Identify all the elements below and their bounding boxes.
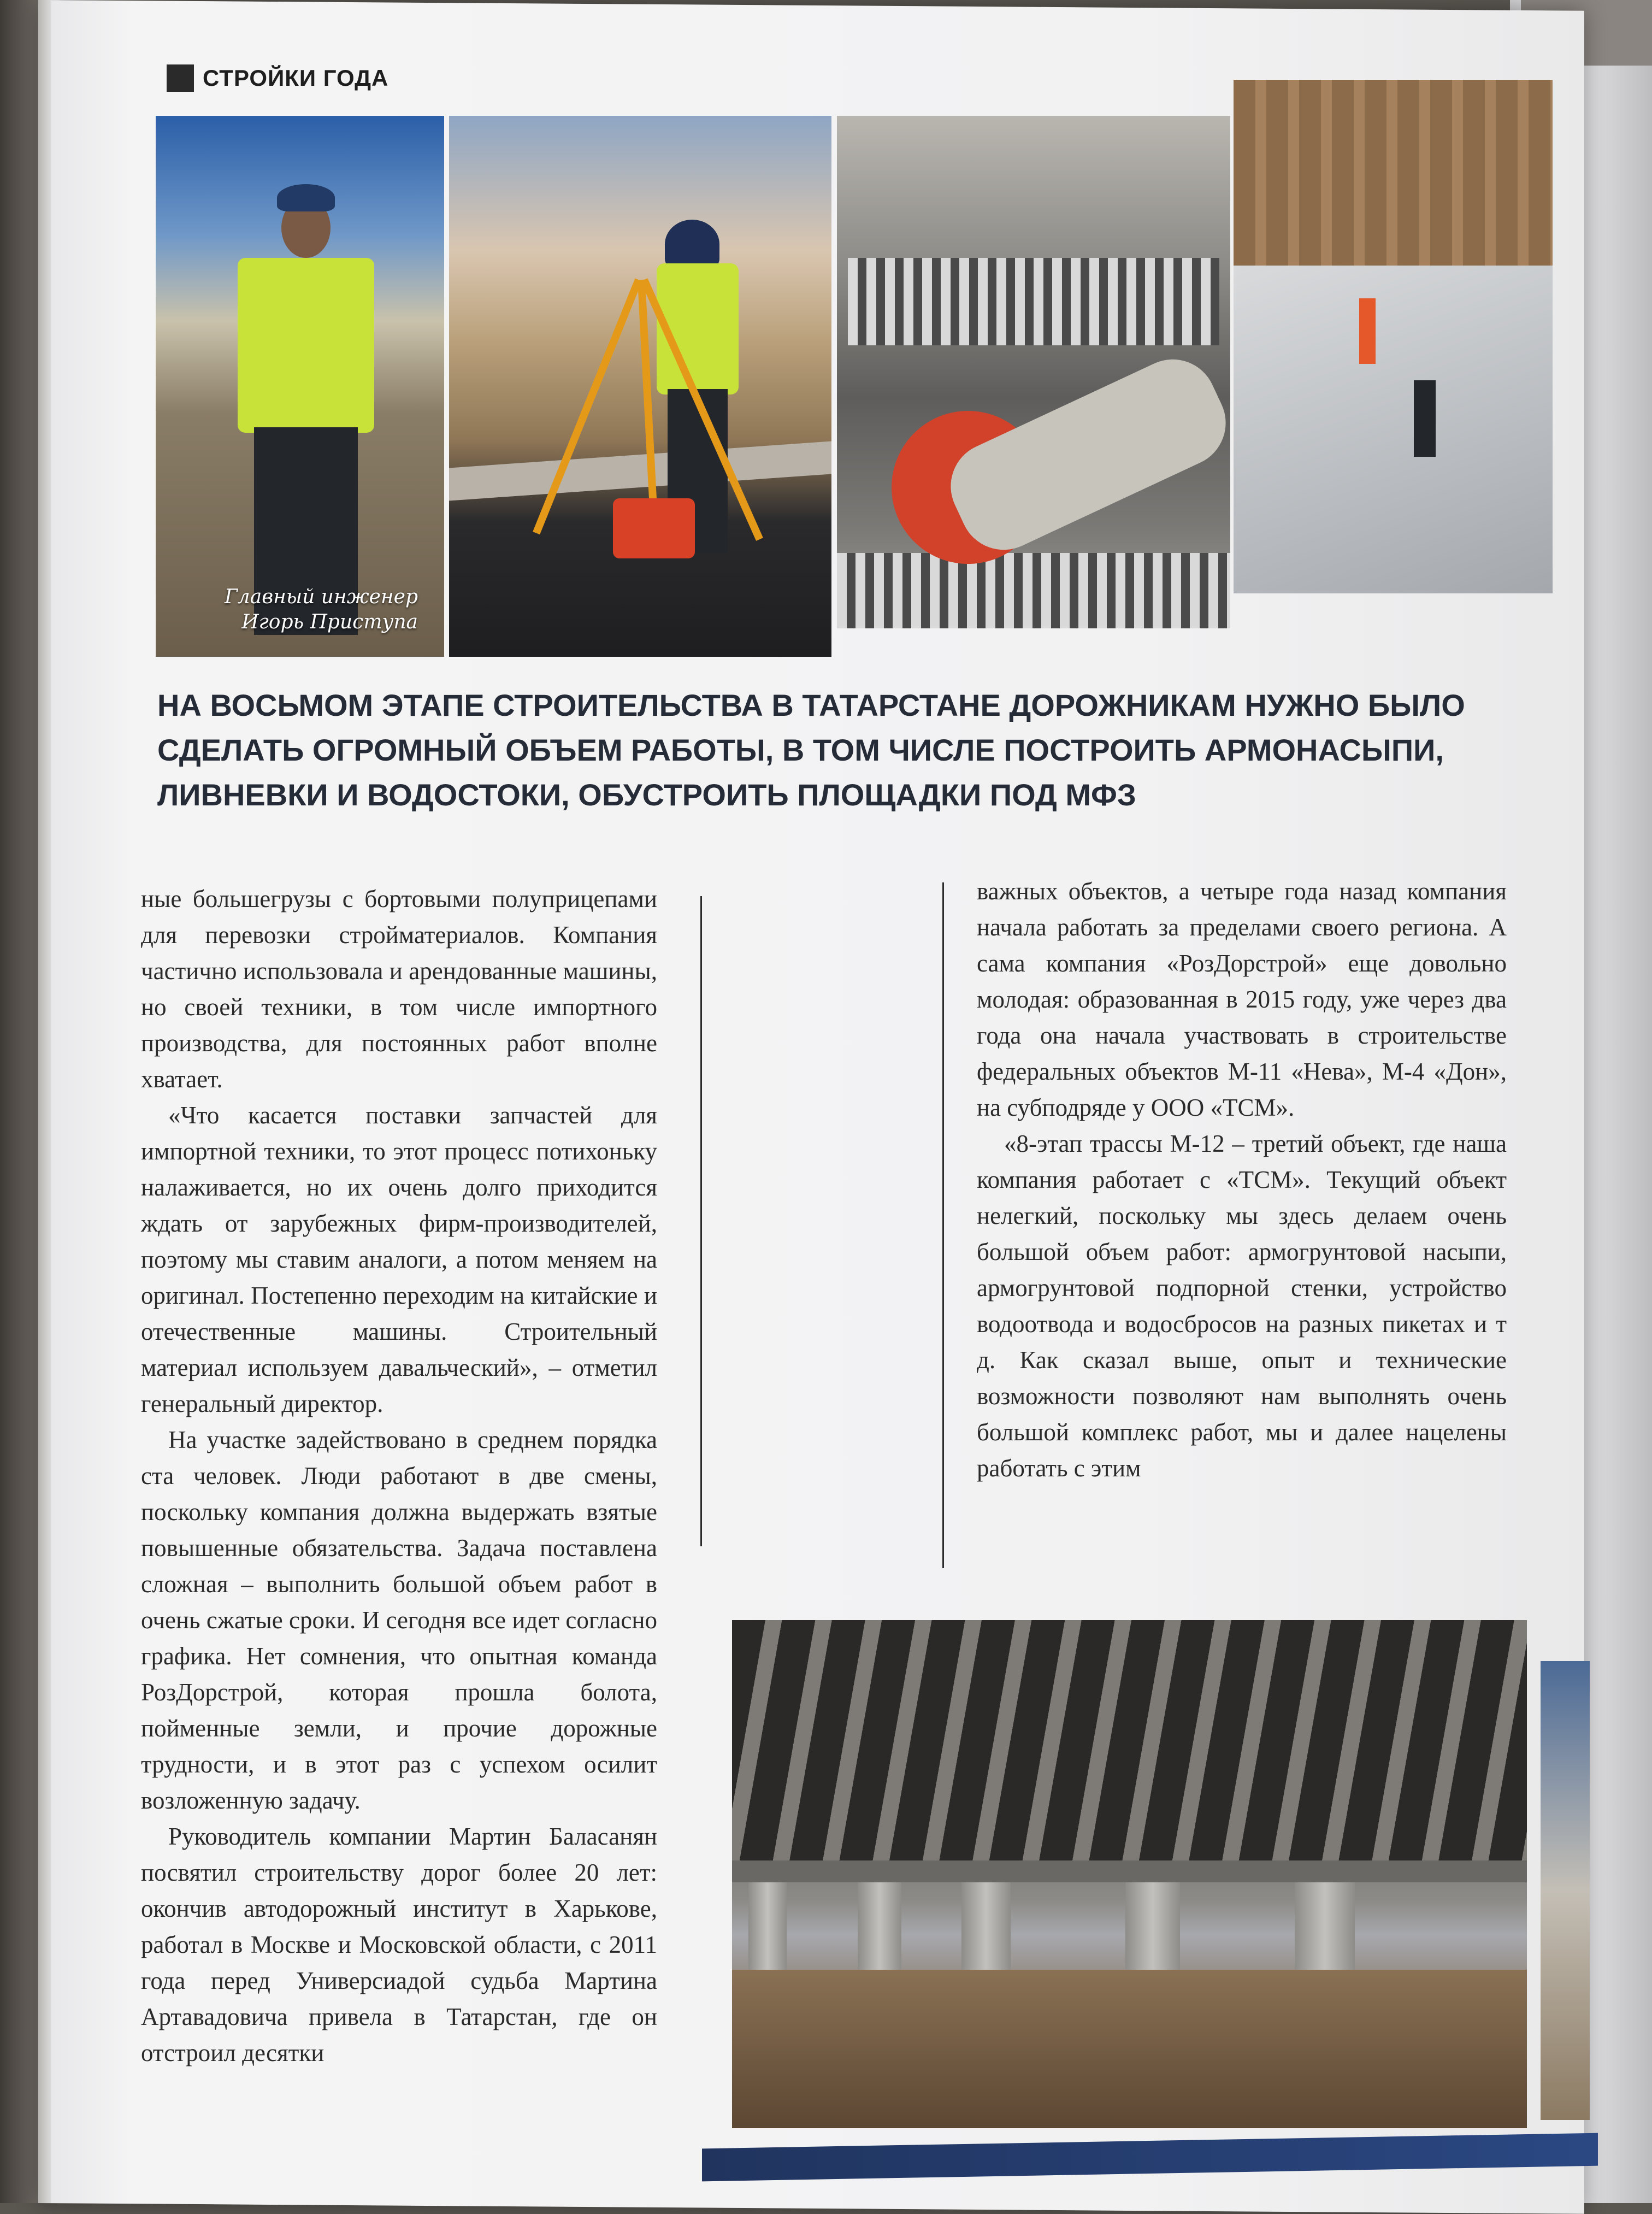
paragraph: важных объектов, а четыре года назад компания начала работать за пределами своего региона. А сама компания «РозДорстрой» еще довольно молодая: образованная в 2015 году, уже через два года она начала участвовать в строительстве федеральных объектов М-11 «Нева», М-4 «Дон», на субподряде у ООО «ТСМ». [977,878,1507,1121]
paragraph: Руководитель компании Мартин Баласанян посвятил строительству дорог более 20 лет: окончив автодорожный институт в Харькове, работал в Москве и Московской области, с 2011 года перед Универсиадой судьба Мартина Артавадовича привела в Татарстан, где он отстроил десятки [141,1823,657,2066]
photo-surveyor [449,116,831,657]
photo-bridge-underside [732,1620,1527,2128]
section-square-icon [167,64,194,92]
photo-chief-engineer [156,116,444,657]
section-label: СТРОЙКИ ГОДА [203,65,389,91]
road-curb [449,441,831,501]
headline-line-2: СДЕЛАТЬ ОГРОМНЫЙ ОБЪЕМ РАБОТЫ, В ТОМ ЧИСЛЕ ПОСТРОИТЬ АРМОНАСЫПИ, [157,733,1444,767]
retaining-wall [1234,80,1553,266]
engineer-cap [277,184,335,211]
tripod-leg-left [533,278,642,534]
headline-line-1: НА ВОСЬМОМ ЭТАПЕ СТРОИТЕЛЬСТВА В ТАТАРСТАНЕ ДОРОЖНИКАМ НУЖНО БЫЛО [157,688,1465,722]
caption-line-1: Главный инженер [224,586,418,608]
drain-grate-lower [837,553,1230,628]
paragraph: «8-этап трассы М-12 – третий объект, где наша компания работает с «ТСМ». Текущий объект нелегкий, поскольку мы здесь делаем очень большой объем работ: армогрунтовой насыпи, армогрунтовой подпорной стенки, устройство водоотвода и водосбросов на разных пикетах и т д. Как сказал выше, опыт и технические возможности позволяют нам выполнять очень большой комплекс работ, мы и далее нацелены работать с этим [977,1130,1507,1482]
photo-drainage-detail [837,116,1230,628]
instrument-case [613,498,695,558]
engineer-vest [238,258,374,433]
geotextile-slope [1234,266,1553,593]
section-header [167,64,388,92]
paragraph: «Что касается поставки запчастей для импортной техники, то этот процесс потихоньку налаживается, но их очень долго приходится ждать от зарубежных фирм-производителей, поэтому мы ставим аналоги, а потом меняем на оригинал. Постепенно переходим на китайские и отечественные машины. Строительный материал используем давальческий», – отметил генеральный директор. [141,1102,657,1417]
paragraph: ные большегрузы с бортовыми полуприцепами для перевозки стройматериалов. Компания частично использовала и арендованные машины, но своей техники, в том числе импортного производства, для постоянных работ вполне хватает. [141,885,657,1093]
photo-embankment [1234,80,1553,593]
pier-cap [732,1860,1527,1882]
photo-caption [188,585,418,635]
worker-1 [1359,298,1376,364]
drain-grate [848,258,1219,345]
surveyor-hood [665,220,719,269]
photo-next-page-partial [1541,1661,1590,2120]
bridge-beams [732,1620,1527,1871]
column-divider-right [942,882,944,1568]
worker-2 [1414,380,1436,457]
ground-embankment [732,1970,1527,2128]
text-column-left [141,881,657,2071]
caption-line-2: Игорь Приступа [241,611,418,633]
text-column-right [977,873,1507,1486]
paragraph: На участке задействовано в среднем порядка ста человек. Люди работают в две смены, поскольку компания должна выдержать взятые повышенные обязательства. Задача поставлена сложная – выполнить большой объем работ в очень сжатые сроки. И сегодня все идет согласно графика. Нет сомнения, что опытная команда РозДорстрой, которая прошла болота, пойменные земли, и прочие дорожные трудности, и в этот раз с успехом осилит возложенную задачу. [141,1426,657,1814]
page-binding-edge [38,0,51,2203]
headline-line-3: ЛИВНЕВКИ И ВОДОСТОКИ, ОБУСТРОИТЬ ПЛОЩАДКИ ПОД МФЗ [157,778,1136,812]
article-headline [157,683,1507,817]
pipe-fitting [936,345,1230,564]
pier-1 [748,1882,787,1975]
column-divider-left [700,896,702,1546]
pier-2 [858,1882,901,1975]
